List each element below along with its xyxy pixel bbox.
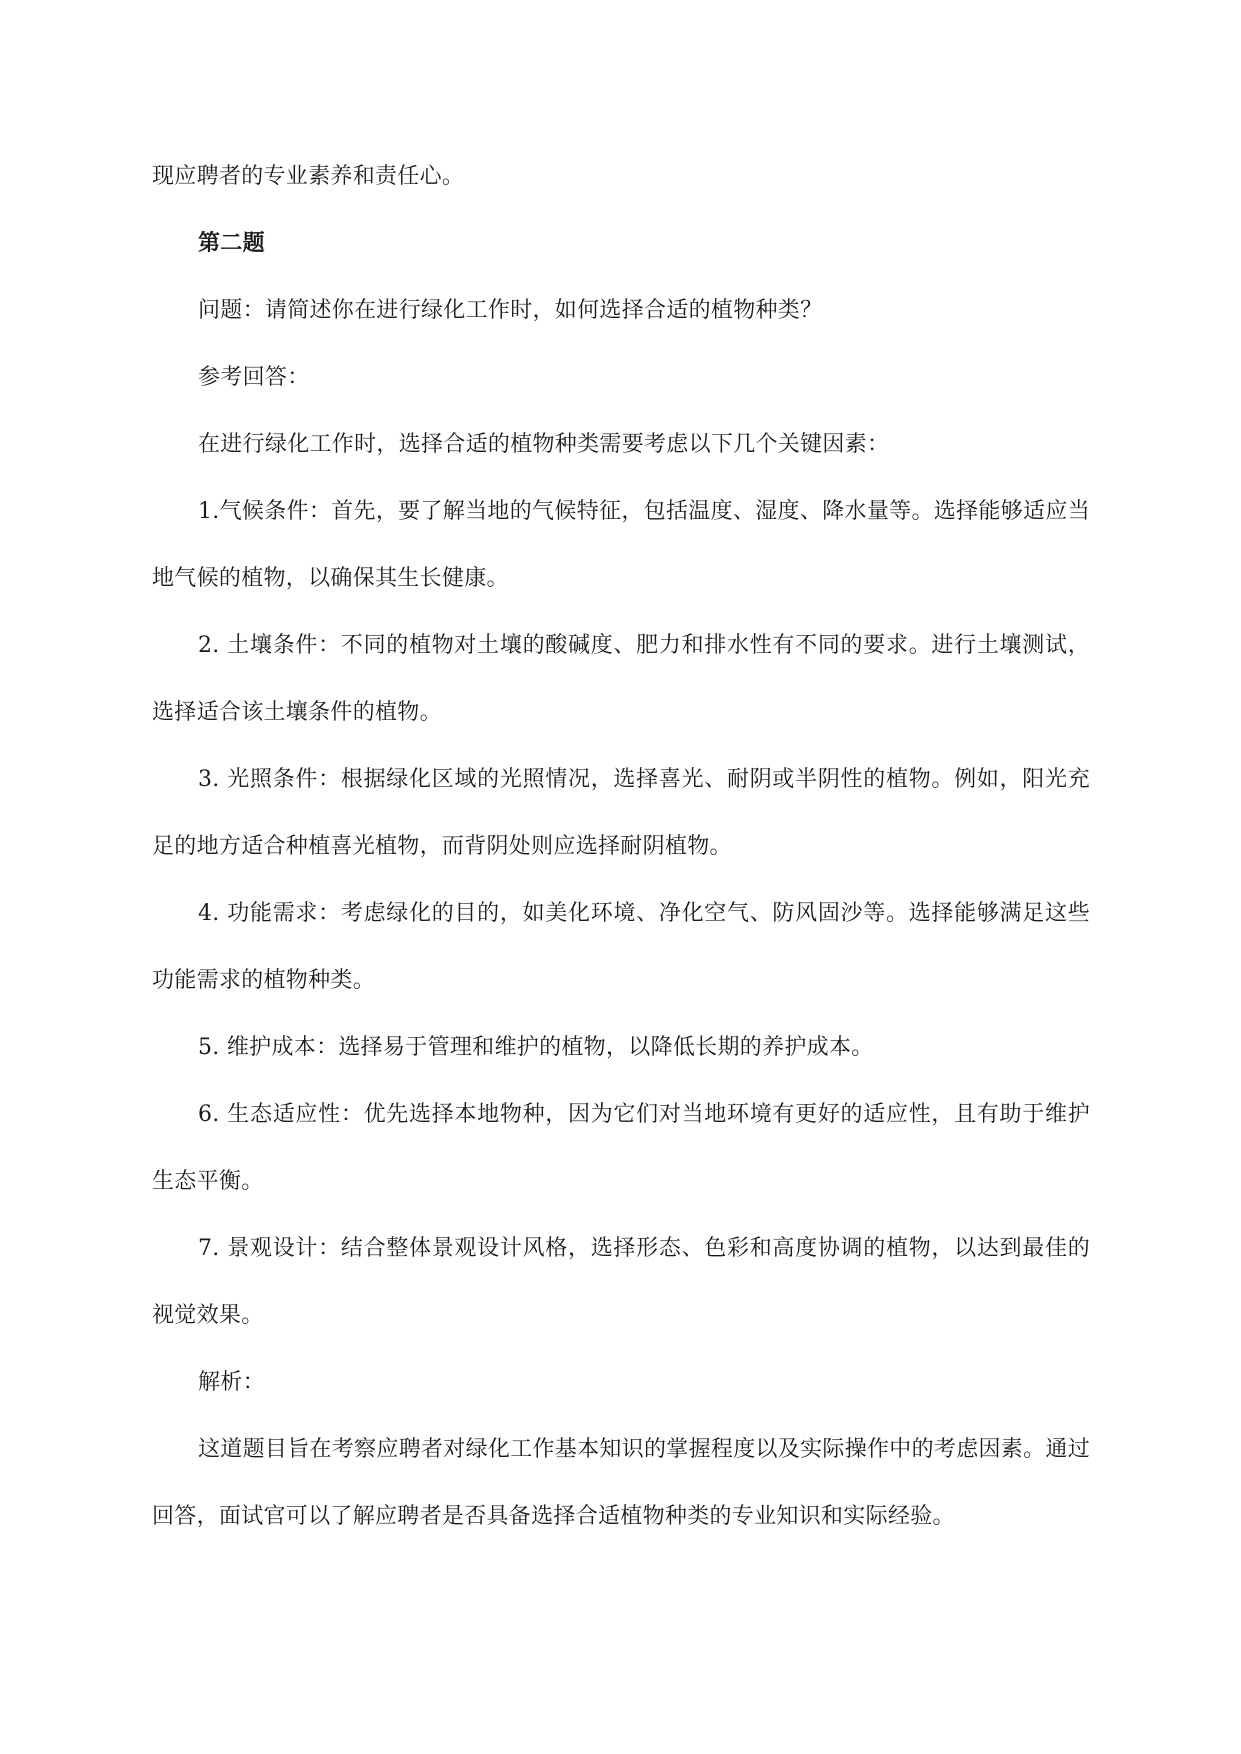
answer-intro: 在进行绿化工作时，选择合适的植物种类需要考虑以下几个关键因素： [198, 432, 890, 457]
document-body [152, 143, 1090, 1550]
analysis-label: 解析： [198, 1370, 265, 1395]
answer-point-2: 2. 土壤条件：不同的植物对土壤的酸碱度、肥力和排水性有不同的要求。进行土壤测试，选择适合该土壤条件的植物。 [152, 633, 1090, 725]
answer-point-4: 4. 功能需求：考虑绿化的目的，如美化环境、净化空气、防风固沙等。选择能够满足这些功能需求的植物种类。 [152, 901, 1090, 993]
answer-point-6: 6. 生态适应性：优先选择本地物种，因为它们对当地环境有更好的适应性，且有助于维护生态平衡。 [152, 1102, 1090, 1194]
analysis-text: 这道题目旨在考察应聘者对绿化工作基本知识的掌握程度以及实际操作中的考虑因素。通过回答，面试官可以了解应聘者是否具备选择合适植物种类的专业知识和实际经验。 [152, 1437, 1091, 1529]
question-text: 问题：请简述你在进行绿化工作时，如何选择合适的植物种类？ [198, 298, 823, 323]
section-title: 第二题 [198, 230, 265, 256]
continuation-text: 现应聘者的专业素养和责任心。 [152, 164, 465, 189]
answer-point-1: 1.气候条件：首先，要了解当地的气候特征，包括温度、湿度、降水量等。选择能够适应当地气候的植物，以确保其生长健康。 [152, 499, 1090, 591]
answer-label: 参考回答： [198, 365, 310, 390]
answer-point-5: 5. 维护成本：选择易于管理和维护的植物，以降低长期的养护成本。 [198, 1035, 874, 1060]
answer-point-3: 3. 光照条件：根据绿化区域的光照情况，选择喜光、耐阴或半阴性的植物。例如，阳光充足的地方适合种植喜光植物，而背阴处则应选择耐阴植物。 [152, 767, 1090, 859]
answer-point-7: 7. 景观设计：结合整体景观设计风格，选择形态、色彩和高度协调的植物，以达到最佳的视觉效果。 [152, 1236, 1090, 1328]
